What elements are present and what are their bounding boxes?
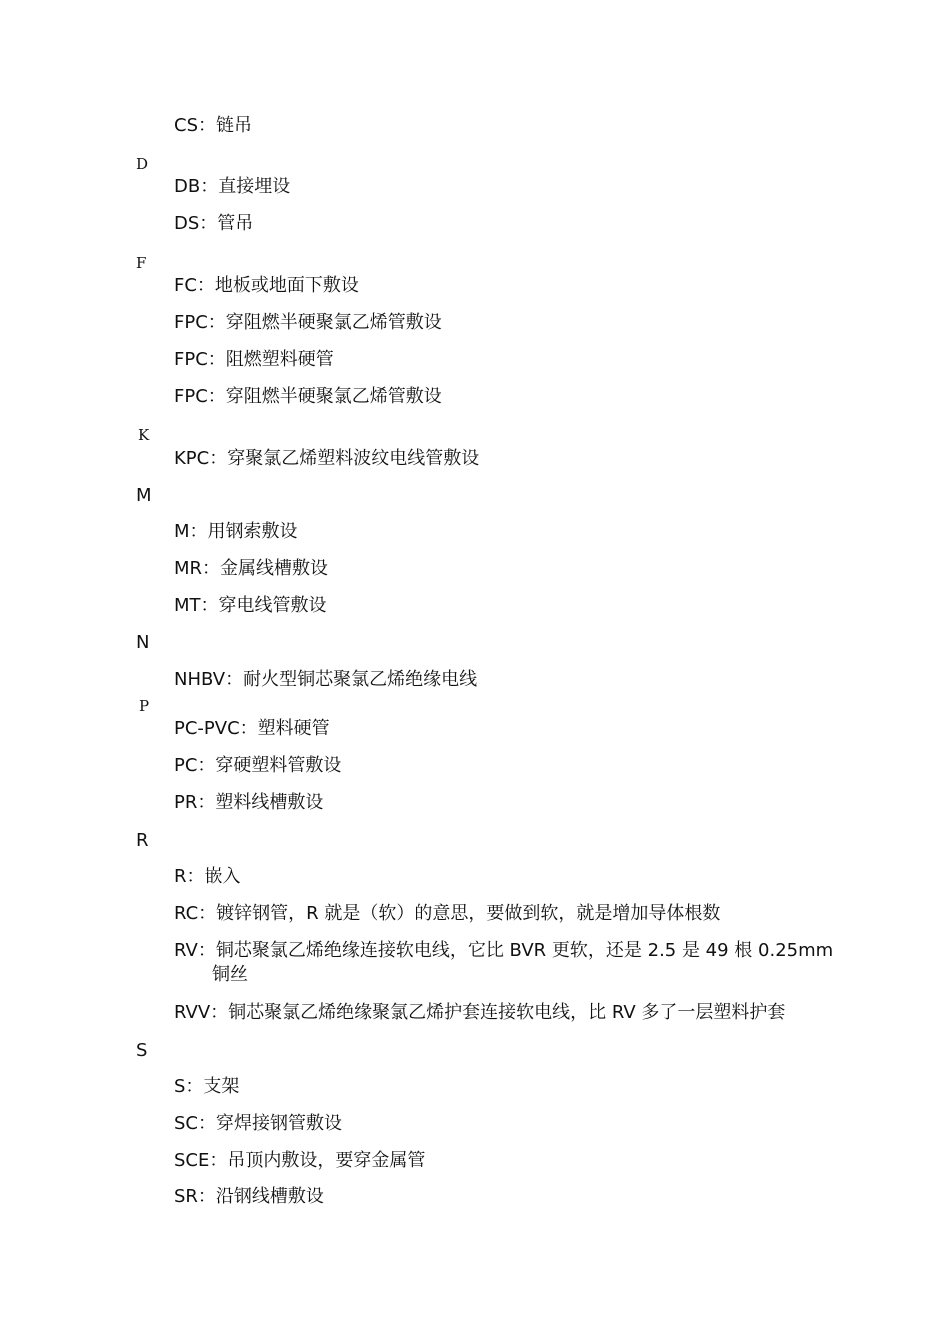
entry-r: R：嵌入 xyxy=(174,866,241,887)
section-letter-p: P xyxy=(139,697,150,715)
entry-m: M：用钢索敷设 xyxy=(174,521,298,542)
entry-rv-continued: 铜丝 xyxy=(212,964,248,985)
entry-kpc: KPC：穿聚氯乙烯塑料波纹电线管敷设 xyxy=(174,448,480,469)
entry-pr: PR：塑料线槽敷设 xyxy=(174,792,324,813)
entry-mr: MR：金属线槽敷设 xyxy=(174,558,329,579)
entry-sce: SCE：吊顶内敷设，要穿金属管 xyxy=(174,1150,426,1171)
entry-cs: CS：链吊 xyxy=(174,115,252,136)
section-letter-k: K xyxy=(138,426,150,444)
entry-ds: DS：管吊 xyxy=(174,213,254,234)
entry-pc: PC：穿硬塑料管敷设 xyxy=(174,755,342,776)
entry-fpc-1: FPC：穿阻燃半硬聚氯乙烯管敷设 xyxy=(174,312,442,333)
entry-fpc-2: FPC：阻燃塑料硬管 xyxy=(174,349,334,370)
entry-sr: SR：沿钢线槽敷设 xyxy=(174,1186,324,1207)
section-letter-n: N xyxy=(136,632,150,653)
entry-db: DB：直接埋设 xyxy=(174,176,291,197)
entry-pc-pvc: PC-PVC：塑料硬管 xyxy=(174,718,330,739)
entry-rv: RV：铜芯聚氯乙烯绝缘连接软电线，它比 BVR 更软，还是 2.5 是 49 根 0.25mm xyxy=(174,940,834,961)
section-letter-m: M xyxy=(136,485,152,506)
entry-sc: SC：穿焊接钢管敷设 xyxy=(174,1113,342,1134)
entry-nhbv: NHBV：耐火型铜芯聚氯乙烯绝缘电线 xyxy=(174,669,478,690)
entry-s: S：支架 xyxy=(174,1076,240,1097)
section-letter-f: F xyxy=(136,254,147,272)
entry-rc: RC：镀锌钢管，R 就是（软）的意思，要做到软，就是增加导体根数 xyxy=(174,903,721,924)
entry-rvv: RVV：铜芯聚氯乙烯绝缘聚氯乙烯护套连接软电线，比 RV 多了一层塑料护套 xyxy=(174,1002,786,1023)
entry-fc: FC：地板或地面下敷设 xyxy=(174,275,359,296)
section-letter-d: D xyxy=(136,155,149,173)
entry-mt: MT：穿电线管敷设 xyxy=(174,595,327,616)
section-letter-s: S xyxy=(136,1040,148,1061)
entry-fpc-3: FPC：穿阻燃半硬聚氯乙烯管敷设 xyxy=(174,386,442,407)
section-letter-r: R xyxy=(136,830,149,851)
